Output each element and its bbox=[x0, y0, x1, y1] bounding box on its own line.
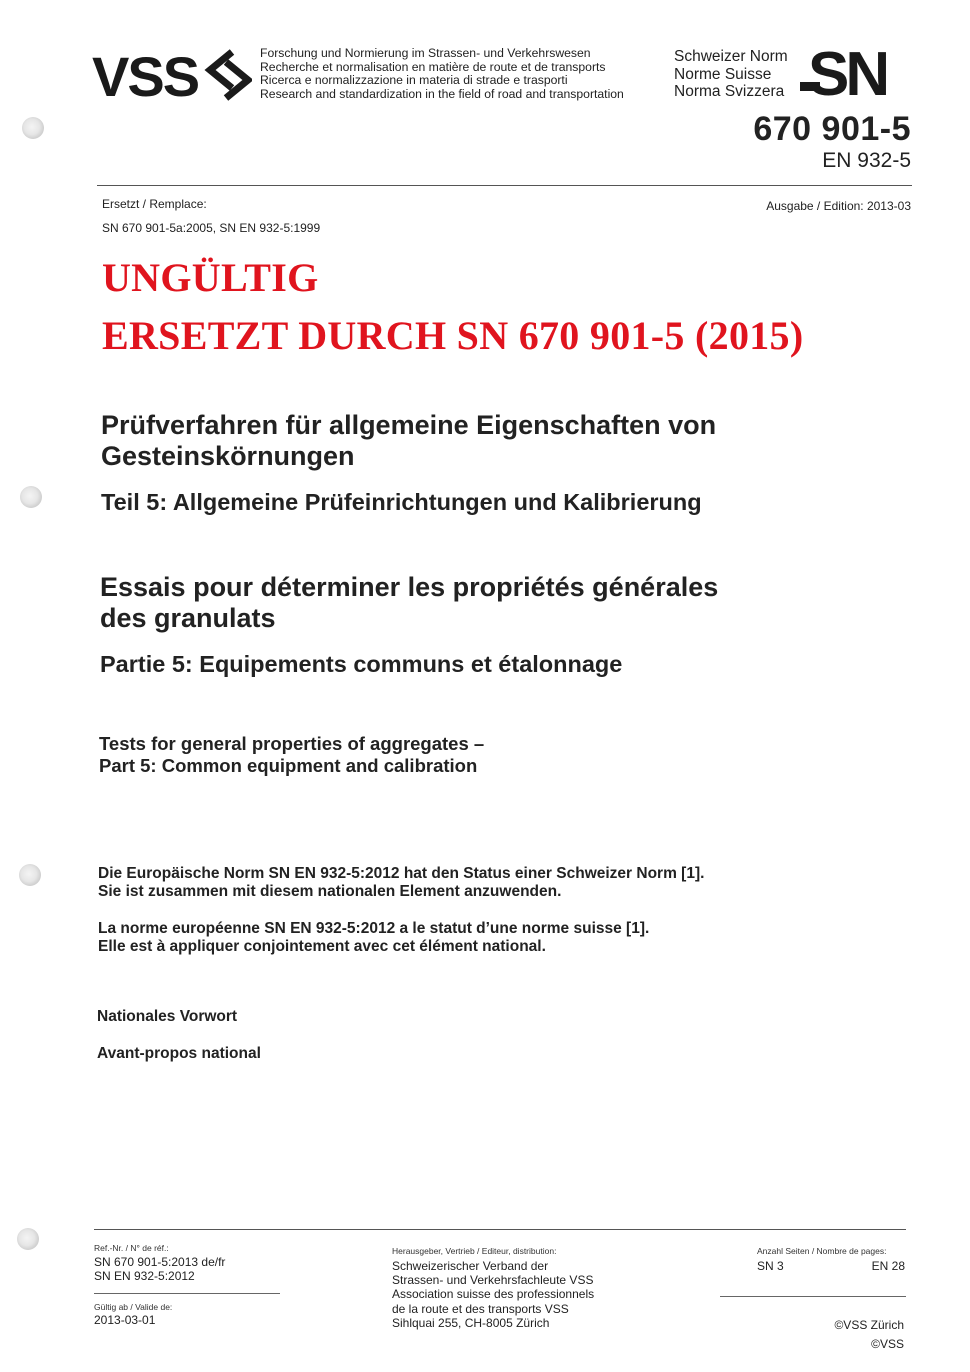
publisher-label: Herausgeber, Vertrieb / Editeur, distribution: bbox=[392, 1246, 557, 1256]
copyright-zurich: ©VSS Zürich bbox=[834, 1318, 904, 1332]
status-french-line2: Elle est à appliquer conjointement avec cet élément national. bbox=[98, 938, 546, 955]
page-count-divider bbox=[720, 1296, 906, 1297]
reference-sn: SN 670 901-5:2013 de/fr bbox=[94, 1255, 226, 1269]
title-english-line1: Tests for general properties of aggregates – bbox=[99, 733, 485, 754]
page-count-en: EN 28 bbox=[871, 1259, 905, 1273]
status-german-line1: Die Europäische Norm SN EN 932-5:2012 hat den Status einer Schweizer Norm [1]. bbox=[98, 865, 705, 882]
foreword-heading-french: Avant-propos national bbox=[97, 1045, 261, 1062]
title-english bbox=[99, 733, 484, 777]
vss-description-en: Research and standardization in the field of road and transportation bbox=[260, 86, 624, 101]
edition-date: Ausgabe / Edition: 2013-03 bbox=[766, 199, 911, 213]
header-divider bbox=[97, 185, 912, 186]
valid-from-label: Gültig ab / Valide de: bbox=[94, 1302, 173, 1312]
publisher-line: Strassen- und Verkehrsfachleute VSS bbox=[392, 1273, 594, 1288]
replaced-by-stamp: ERSETZT DURCH SN 670 901-5 (2015) bbox=[102, 313, 804, 358]
sn-label-de: Schweizer Norm bbox=[674, 48, 788, 65]
copyright-vss: ©VSS bbox=[871, 1337, 904, 1351]
vss-description-de: Forschung und Normierung im Strassen- und Verkehrswesen bbox=[260, 46, 591, 60]
title-french-line2: des granulats bbox=[100, 603, 276, 633]
status-french bbox=[98, 920, 649, 956]
title-german bbox=[101, 410, 861, 472]
sn-label-block bbox=[674, 48, 788, 101]
reference-en: SN EN 932-5:2012 bbox=[94, 1269, 195, 1284]
title-french bbox=[100, 572, 860, 634]
status-german bbox=[98, 865, 704, 901]
footer-divider bbox=[94, 1229, 906, 1230]
title-german-line2: Gesteinskörnungen bbox=[101, 441, 355, 471]
status-german-line2: Sie ist zusammen mit diesem nationalen Element anzuwenden. bbox=[98, 883, 562, 900]
sn-logo bbox=[800, 46, 912, 98]
title-english-line2: Part 5: Common equipment and calibration bbox=[99, 755, 478, 776]
replaces-label: Ersetzt / Remplace: bbox=[102, 197, 207, 211]
reference-divider bbox=[94, 1293, 280, 1294]
page-count-label: Anzahl Seiten / Nombre de pages: bbox=[757, 1246, 887, 1256]
sn-label-it: Norma Svizzera bbox=[674, 83, 785, 100]
sn-logo-text: SN bbox=[808, 46, 887, 98]
foreword-heading-german: Nationales Vorwort bbox=[97, 1008, 238, 1025]
punch-hole bbox=[22, 117, 44, 139]
publisher-line: Association suisse des professionnels bbox=[392, 1287, 595, 1302]
valid-from-value: 2013-03-01 bbox=[94, 1313, 156, 1327]
punch-hole bbox=[20, 486, 42, 508]
vss-logo bbox=[92, 44, 252, 104]
part-title-french: Partie 5: Equipements communs et étalonnage bbox=[100, 651, 623, 677]
vss-description bbox=[260, 47, 624, 101]
vss-description-fr: Recherche et normalisation en matière de route et de transports bbox=[260, 59, 606, 74]
page-count-sn: SN 3 bbox=[757, 1259, 784, 1273]
vss-logo-text: VSS bbox=[92, 45, 199, 104]
status-french-line1: La norme européenne SN EN 932-5:2012 a le statut d’une norme suisse [1]. bbox=[98, 920, 650, 937]
publisher-line: de la route et des transports VSS bbox=[392, 1301, 569, 1316]
part-title-german: Teil 5: Allgemeine Prüfeinrichtungen und Kalibrierung bbox=[101, 489, 702, 515]
publisher-address bbox=[392, 1259, 594, 1330]
invalid-stamp: UNGÜLTIG bbox=[102, 255, 319, 300]
title-french-line1: Essais pour déterminer les propriétés générales bbox=[100, 572, 719, 602]
reference-values bbox=[94, 1255, 225, 1283]
title-german-line1: Prüfverfahren für allgemeine Eigenschaften von bbox=[101, 410, 717, 440]
punch-hole bbox=[19, 864, 41, 886]
vss-description-it: Ricerca e normalizzazione in materia di strade e trasporti bbox=[260, 73, 568, 88]
publisher-line: Sihlquai 255, CH-8005 Zürich bbox=[392, 1315, 550, 1330]
replaces-value: SN 670 901-5a:2005, SN EN 932-5:1999 bbox=[102, 221, 321, 235]
sn-label-fr: Norme Suisse bbox=[674, 65, 772, 83]
reference-label: Ref.-Nr. / N° de réf.: bbox=[94, 1243, 169, 1253]
norm-number: 670 901-5 bbox=[753, 110, 911, 148]
en-number: EN 932-5 bbox=[822, 149, 911, 172]
punch-hole bbox=[17, 1228, 39, 1250]
publisher-line: Schweizerischer Verband der bbox=[392, 1259, 549, 1273]
